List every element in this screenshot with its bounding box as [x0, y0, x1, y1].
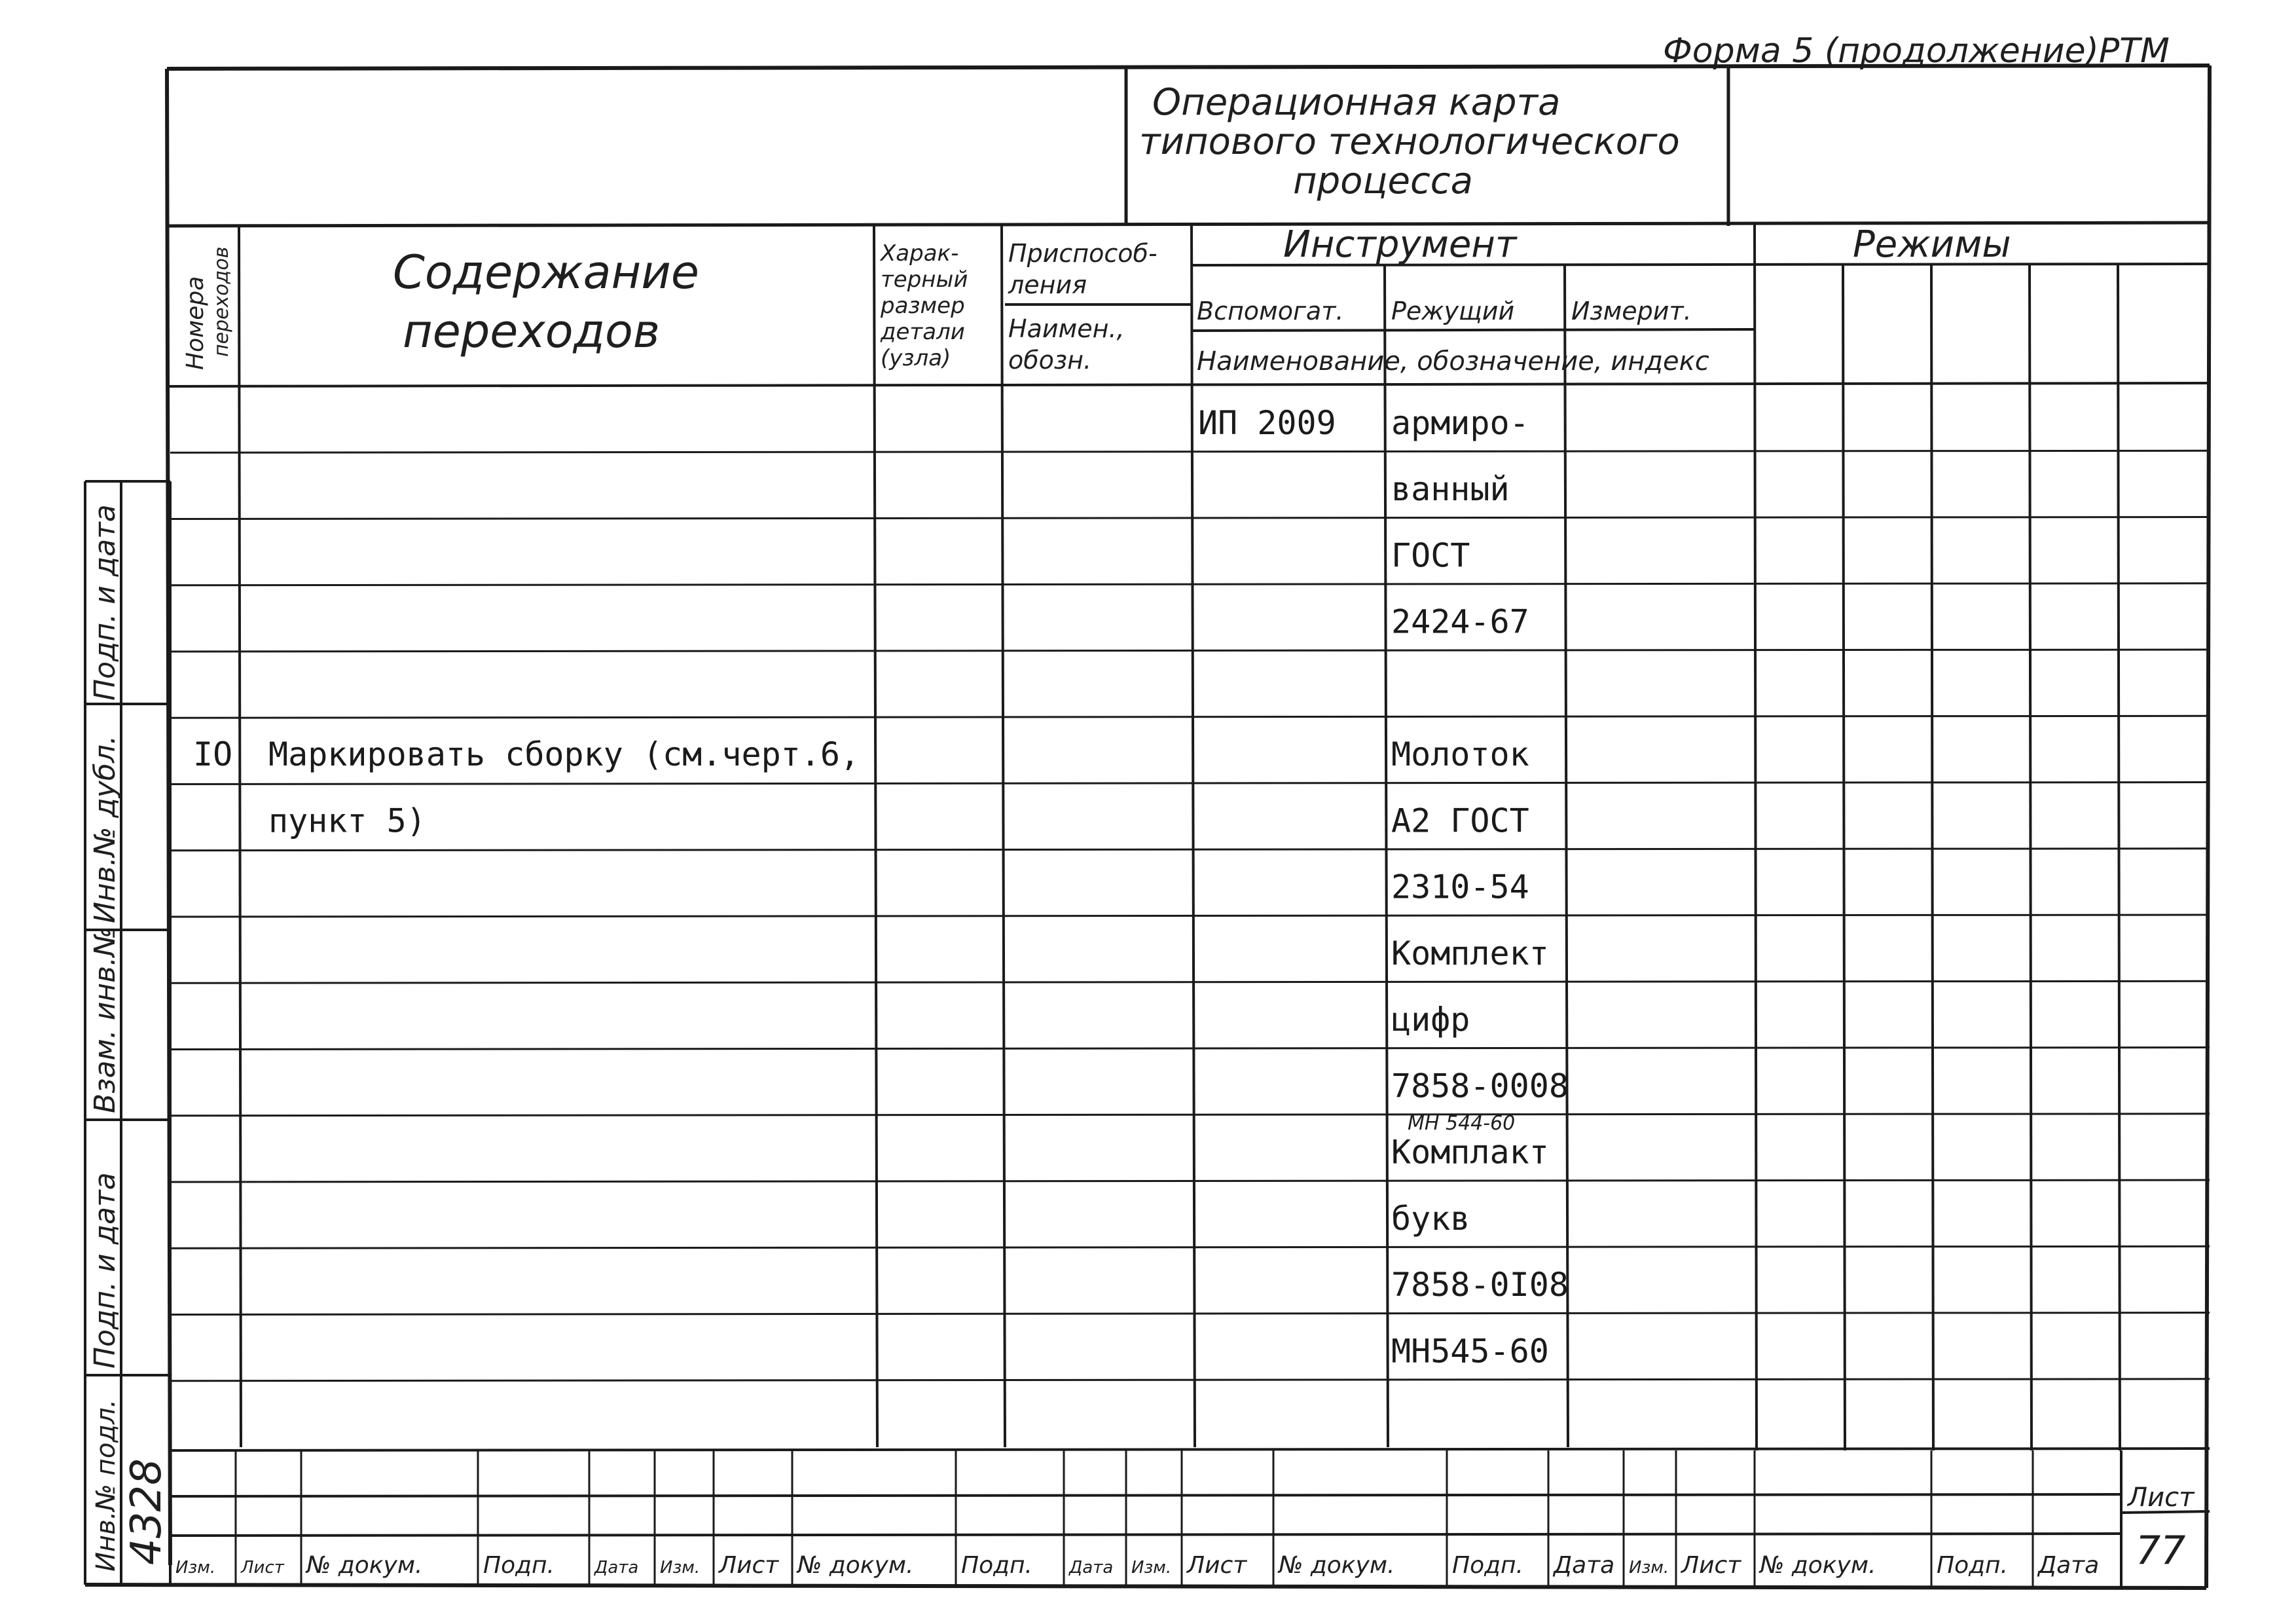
header-cutting: Режущий: [1391, 297, 1515, 325]
header-transition-number-1: Номера: [182, 276, 209, 370]
header-fixtures-name-1: Наимен.,: [1008, 314, 1125, 343]
header-fixtures-2: ления: [1008, 270, 1087, 299]
footer-label: Изм.: [660, 1558, 701, 1578]
footer-label: Подп.: [1452, 1552, 1523, 1579]
cell-cutting-tool: армиро-: [1391, 403, 1529, 442]
side-label-signature-date-bottom: Подп. и дата: [88, 1172, 122, 1369]
sheet-label: Лист: [2128, 1483, 2195, 1513]
header-modes: Режимы: [1853, 223, 2011, 266]
cell-cutting-tool: Молоток: [1391, 735, 1529, 774]
cell-transition-content: Маркировать сборку (см.черт.6,: [268, 735, 860, 774]
row-grid: [170, 451, 2210, 1381]
header-size-5: (узла): [881, 345, 951, 371]
footer-label: Дата: [594, 1558, 639, 1578]
card-title-line-2: типового технологического: [1139, 120, 1680, 163]
header-auxiliary: Вспомогат.: [1197, 297, 1344, 325]
cell-cutting-tool: букв: [1391, 1199, 1470, 1238]
footer-label: Подп.: [1937, 1552, 2008, 1579]
cell-cutting-tool: 2424-67: [1391, 602, 1529, 641]
footer-label: Подп.: [483, 1552, 555, 1579]
form-label: Форма 5 (продолжение)РТМ: [1663, 31, 2170, 71]
cell-transition-number: IO: [193, 735, 233, 774]
cell-cutting-tool: 7858-0I08: [1391, 1266, 1569, 1304]
footer-label: № докум.: [1279, 1552, 1395, 1579]
footer-label: № докум.: [1760, 1552, 1876, 1579]
footer-label: Лист: [241, 1558, 284, 1578]
side-label-signature-date-top: Подп. и дата: [88, 504, 122, 701]
header-measuring: Измерит.: [1571, 297, 1692, 325]
cell-cutting-tool: 7858-0008: [1391, 1067, 1569, 1105]
header-size-4: детали: [881, 319, 965, 345]
header-instrument: Инструмент: [1283, 223, 1517, 266]
footer-label: Изм.: [1629, 1558, 1669, 1578]
header-size-1: Харак-: [881, 240, 959, 267]
inventory-number: 4328: [122, 1458, 171, 1565]
handwritten-note: МН 544-60: [1408, 1112, 1516, 1135]
revision-block: [175, 1552, 2099, 1579]
header-instrument-name: Наименование, обозначение, индекс: [1197, 346, 1709, 377]
header-transition-content-1: Содержание: [393, 246, 699, 299]
sheet-number: 77: [2136, 1528, 2186, 1574]
footer-label: Дата: [2038, 1552, 2100, 1579]
footer-label: Дата: [1554, 1552, 1615, 1579]
footer-label: № докум.: [306, 1552, 423, 1579]
footer-label: Лист: [1187, 1552, 1247, 1579]
cell-cutting-tool: ГОСТ: [1391, 536, 1470, 575]
header-size-3: размер: [881, 293, 965, 319]
footer-label: Подп.: [961, 1552, 1032, 1579]
cell-cutting-tool: ванный: [1391, 470, 1510, 509]
header-size-2: терный: [881, 267, 968, 293]
header-fixtures-name-2: обозн.: [1008, 346, 1092, 375]
cell-cutting-tool: Комплект: [1391, 934, 1549, 972]
footer-label: Дата: [1069, 1558, 1114, 1578]
header-transition-number-2: переходов: [210, 246, 233, 357]
header-transition-content-2: переходов: [403, 304, 661, 358]
cell-cutting-tool: A2 ГОСТ: [1391, 802, 1529, 840]
cell-cutting-tool: цифр: [1391, 1001, 1470, 1039]
side-label-original-inv: Инв.№ подл.: [91, 1399, 121, 1572]
footer-label: Лист: [719, 1552, 779, 1579]
footer-label: Изм.: [175, 1558, 216, 1578]
card-title-line-1: Операционная карта: [1152, 81, 1561, 124]
footer-label: № докум.: [797, 1552, 914, 1579]
cell-auxiliary-tool: ИП 2009: [1198, 403, 1336, 442]
cell-cutting-tool: 2310-54: [1391, 868, 1529, 906]
side-label-duplicate-inv: Инв.№ дубл.: [88, 735, 122, 923]
card-title-line-3: процесса: [1293, 160, 1473, 202]
side-label-replacement-inv: Взам. инв.№: [88, 927, 122, 1113]
footer-label: Лист: [1681, 1552, 1741, 1579]
header-fixtures-1: Приспособ-: [1008, 239, 1157, 268]
cell-cutting-tool: Комплакт: [1391, 1133, 1549, 1172]
cell-transition-content: пункт 5): [268, 802, 426, 840]
footer-label: Изм.: [1131, 1558, 1172, 1578]
table-body: [193, 404, 1569, 1370]
cell-cutting-tool: МН545-60: [1391, 1332, 1549, 1371]
